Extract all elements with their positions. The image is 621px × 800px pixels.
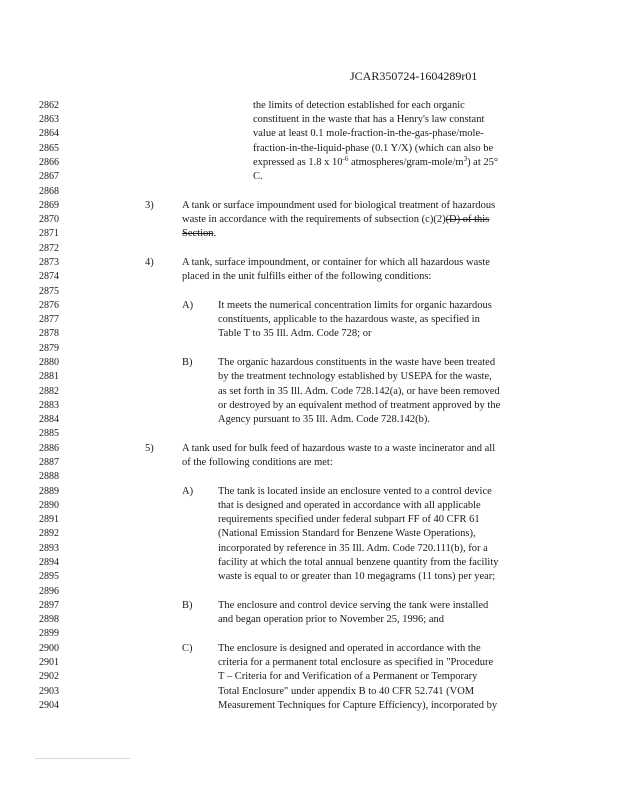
line-number: 2895 <box>39 571 59 582</box>
line-number: 2869 <box>39 200 59 211</box>
line-number: 2897 <box>39 600 59 611</box>
line-number: 2864 <box>39 128 59 139</box>
text-line: Agency pursuant to 35 Ill. Adm. Code 728.142(b). <box>218 414 431 425</box>
struck-text: Section <box>182 228 214 239</box>
text-line: or destroyed by an equivalent method of treatment approved by the <box>218 400 501 411</box>
line-number: 2865 <box>39 143 59 154</box>
text-line: Table T to 35 Ill. Adm. Code 728; or <box>218 328 372 339</box>
line-number: 2903 <box>39 686 59 697</box>
document-id-header: JCAR350724-1604289r01 <box>350 69 478 83</box>
line-number: 2880 <box>39 357 59 368</box>
line-number: 2899 <box>39 628 59 639</box>
line-number: 2866 <box>39 157 59 168</box>
text-line: Total Enclosure" under appendix B to 40 CFR 52.741 (VOM <box>218 686 475 697</box>
text-line: The organic hazardous constituents in the waste have been treated <box>218 357 496 368</box>
line-number: 2890 <box>39 500 59 511</box>
line-number: 2877 <box>39 314 59 325</box>
text-line: facility at which the total annual benzene quantity from the facility <box>218 557 499 568</box>
text-line: of the following conditions are met: <box>182 457 333 468</box>
line-number: 2868 <box>39 186 59 197</box>
text-line: constituent in the waste that has a Henry's law constant <box>253 114 485 125</box>
text-line: and began operation prior to November 25, 1996; and <box>218 614 444 625</box>
line-number: 2883 <box>39 400 59 411</box>
text-line: as set forth in 35 Ill. Adm. Code 728.142(a), or have been removed <box>218 386 500 397</box>
subitem-label: A) <box>182 486 194 497</box>
line-number: 2871 <box>39 228 59 239</box>
line-number: 2902 <box>39 671 59 682</box>
subitem-label: B) <box>182 600 193 611</box>
line-number: 2896 <box>39 586 59 597</box>
line-number: 2862 <box>39 100 59 111</box>
line-number: 2873 <box>39 257 59 268</box>
subitem-label: C) <box>182 643 193 654</box>
item-label: 4) <box>145 257 154 268</box>
line-number: 2893 <box>39 543 59 554</box>
line-number: 2888 <box>39 471 59 482</box>
footer-divider <box>35 758 130 759</box>
text-line: (National Emission Standard for Benzene Waste Operations), <box>218 528 476 539</box>
line-number: 2901 <box>39 657 59 668</box>
line-number: 2889 <box>39 486 59 497</box>
line-number: 2878 <box>39 328 59 339</box>
line-number: 2904 <box>39 700 59 711</box>
line-number: 2891 <box>39 514 59 525</box>
line-number: 2875 <box>39 286 59 297</box>
text-line: requirements specified under federal subpart FF of 40 CFR 61 <box>218 514 480 525</box>
text-line: waste in accordance with the requirements of subsection (c)(2)(D) of this <box>182 214 490 225</box>
text-line: the limits of detection established for each organic <box>253 100 465 111</box>
line-number: 2894 <box>39 557 59 568</box>
line-number: 2870 <box>39 214 59 225</box>
text-line: by the treatment technology established by USEPA for the waste, <box>218 371 492 382</box>
text-line: Section. <box>182 228 217 239</box>
text-line: criteria for a permanent total enclosure as specified in "Procedure <box>218 657 494 668</box>
text-line: that is designed and operated in accordance with all applicable <box>218 500 481 511</box>
line-number: 2887 <box>39 457 59 468</box>
line-number: 2872 <box>39 243 59 254</box>
text-line: value at least 0.1 mole-fraction-in-the-gas-phase/mole- <box>253 128 484 139</box>
line-number: 2876 <box>39 300 59 311</box>
text-line: placed in the unit fulfills either of the following conditions: <box>182 271 432 282</box>
text-line: expressed as 1.8 x $10^{-6}$ atmospheres/$gram-mole/m^3$) at 25° <box>253 155 499 168</box>
text-line: T – Criteria for and Verification of a Permanent or Temporary <box>218 671 478 682</box>
text-line: C. <box>253 171 263 182</box>
line-number: 2898 <box>39 614 59 625</box>
text-line: Measurement Techniques for Capture Efficiency), incorporated by <box>218 700 498 711</box>
text-line: A tank used for bulk feed of hazardous waste to a waste incinerator and all <box>182 443 496 454</box>
text-line: waste is equal to or greater than 10 megagrams (11 tons) per year; <box>218 571 496 582</box>
line-number: 2879 <box>39 343 59 354</box>
text-line: A tank or surface impoundment used for biological treatment of hazardous <box>182 200 496 211</box>
line-number: 2885 <box>39 428 59 439</box>
text-line: It meets the numerical concentration limits for organic hazardous <box>218 300 492 311</box>
line-number: 2882 <box>39 386 59 397</box>
text-line: The enclosure and control device serving the tank were installed <box>218 600 489 611</box>
line-number: 2900 <box>39 643 59 654</box>
line-number: 2886 <box>39 443 59 454</box>
subitem-label: A) <box>182 300 194 311</box>
item-label: 3) <box>145 200 154 211</box>
line-number: 2881 <box>39 371 59 382</box>
line-number: 2874 <box>39 271 59 282</box>
line-number: 2892 <box>39 528 59 539</box>
struck-text: (D) of this <box>445 214 490 225</box>
subitem-label: B) <box>182 357 193 368</box>
text-line: The tank is located inside an enclosure vented to a control device <box>218 486 492 497</box>
text-line: incorporated by reference in 35 Ill. Adm. Code 720.111(b), for a <box>218 543 488 554</box>
text-line: The enclosure is designed and operated in accordance with the <box>218 643 481 654</box>
text-line: fraction-in-the-liquid-phase (0.1 Y/X) (which can also be <box>253 143 494 154</box>
line-number: 2863 <box>39 114 59 125</box>
text-line: constituents, applicable to the hazardous waste, as specified in <box>218 314 480 325</box>
line-number: 2884 <box>39 414 59 425</box>
item-label: 5) <box>145 443 154 454</box>
line-number: 2867 <box>39 171 59 182</box>
text-line: A tank, surface impoundment, or container for which all hazardous waste <box>182 257 490 268</box>
